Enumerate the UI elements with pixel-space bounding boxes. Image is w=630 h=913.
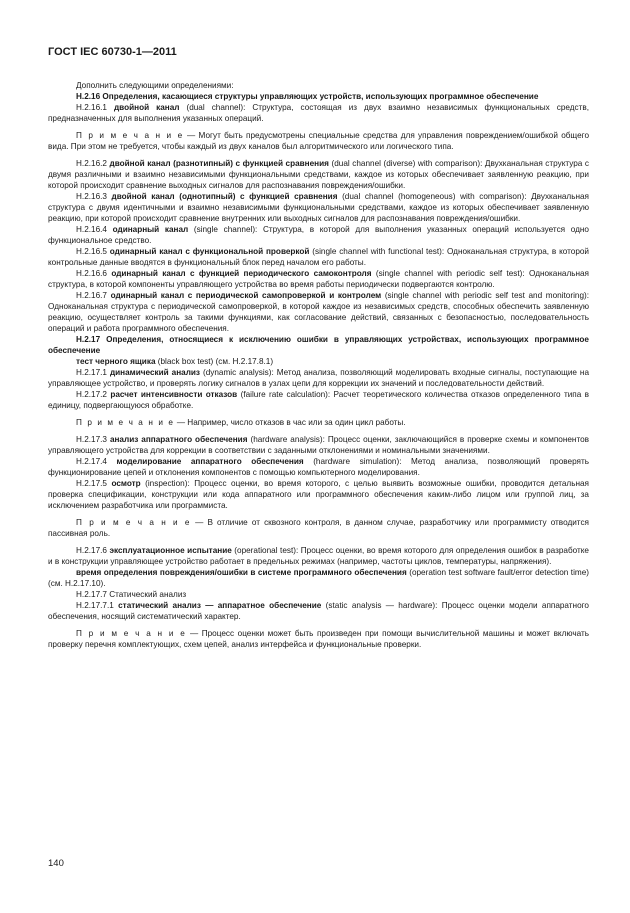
definition-h2-17-3: H.2.17.3 анализ аппаратного обеспечения (hardware analysis): Процесс оценки, заключающийся в проверке схемы и компонентов управляющего устройства для коррекции в соответствии с заданными отклонениями и номинальными значениями. [48, 435, 589, 455]
definition-h2-17-6: H.2.17.6 эксплуатационное испытание (operational test): Процесс оценки, во время которого для определения ошибок в разработке и в конструкции управляющее устройство работает в предельных режимах (например, частоты циклов, температуры, напряжения). [48, 546, 589, 566]
definition-black-box-test: тест черного ящика (black box test) (см. H.2.17.8.1) [76, 357, 274, 366]
page-number: 140 [48, 858, 64, 869]
subheading-h2-17-7: H.2.17.7 Статический анализ [76, 590, 187, 599]
definition-h2-16-2: H.2.16.2 двойной канал (разнотипный) с функцией сравнения (dual channel (diverse) with comparison): Двухканальная структура с двумя различными и взаимно независимыми функциональными средствами, каждое из которых обеспечивает заявленную реакцию, при которой происходит сравнение выходных сигналов для распознавания повреждения/ошибки. [48, 159, 589, 190]
definition-fault-detection-time: время определения повреждения/ошибки в системе программного обеспечения (operation test software fault/error detection time) (см. H.2.17.10). [48, 568, 589, 588]
definition-h2-16-4: H.2.16.4 одинарный канал (single channel): Структура, в которой для выполнения указанных операций используется одно функциональное средство. [48, 225, 589, 245]
definition-h2-17-2: H.2.17.2 расчет интенсивности отказов (failure rate calculation): Расчет теоретического количества отказов определенного типа в единицу, подвергающуюся обработке. [48, 390, 590, 410]
section-heading-h2-17: H.2.17 Определения, относящиеся к исключению ошибки в управляющих устройствах, использующих программное обеспечение [48, 335, 589, 355]
definition-h2-17-5: H.2.17.5 осмотр (inspection): Процесс оценки, во время которого, с целью выявить возможные ошибки, проводится детальная проверка спецификации, конструкции или кода аппаратного или программного обеспечения каким-либо лицом или группой лиц, за исключением разработчика или программиста. [48, 479, 589, 510]
paragraph-intro: Дополнить следующими определениями: [76, 81, 234, 90]
note: П р и м е ч а н и е — Могут быть предусмотрены специальные средства для управления повреждением/ошибкой общего вида. При этом не требуется, чтобы каждый из двух каналов был алгоритмического или логического типа. [48, 131, 589, 151]
definition-h2-16-7: H.2.16.7 одинарный канал с периодической самопроверкой и контролем (single channel with periodic self test and monitoring): Одноканальная структура с периодической самопроверкой, в которой каждое из независимых средств, способных обеспечить заявленную реакцию, осуществляет контроль за такими функциями, как согласование действий, связанных с безопасностью, последовательность операций и работа программного обеспечения. [48, 291, 590, 333]
document-header: ГОСТ IEC 60730-1—2011 [48, 46, 177, 58]
document-body [48, 80, 589, 656]
definition-h2-17-1: H.2.17.1 динамический анализ (dynamic analysis): Метод анализа, позволяющий моделировать входные сигналы, поступающие на управляющее устройство, и проверять логику сигналов в узлах цепи для коррекции их значений и последовательности действий. [48, 368, 590, 388]
section-heading-h2-16: H.2.16 Определения, касающиеся структуры управляющих устройств, использующих программное обеспечение [76, 92, 539, 101]
definition-h2-16-5: H.2.16.5 одинарный канал с функциональной проверкой (single channel with functional test): Одноканальная структура, в которой контрольные данные вводятся в функциональный блок перед началом его работы. [48, 247, 590, 267]
note: П р и м е ч а н и е — Например, число отказов в час или за один цикл работы. [76, 418, 406, 427]
note: П р и м е ч а н и е — В отличие от сквозного контроля, в данном случае, разработчику или программисту отводится пассивная роль. [48, 518, 589, 538]
definition-h2-17-4: H.2.17.4 моделирование аппаратного обеспечения (hardware simulation): Метод анализа, позволяющий проверять функционирование цепей и отклонения компонентов с помощью компьютерного моделирования. [48, 457, 589, 477]
note: П р и м е ч а н и е — Процесс оценки может быть произведен при помощи вычислительной машины и может включать проверку перечня комплектующих, схем цепей, анализ интерфейса и функциональные проверки. [48, 629, 589, 649]
definition-h2-16-6: H.2.16.6 одинарный канал с функцией периодического самоконтроля (single channel with periodic self test): Одноканальная структура, в которой компоненты управляющего устройства во время работы периодически подвергаются контролю. [48, 269, 589, 289]
definition-h2-16-3: H.2.16.3 двойной канал (однотипный) с функцией сравнения (dual channel (homogeneous) with comparison): Двухканальная структура с двумя идентичными и взаимно независимыми функциональными средствами, каждое из которых обеспечивает заявленную реакцию, при которой происходит сравнение внутренних или выходных сигналов для распознавания повреждения/ошибки. [48, 192, 589, 223]
definition-h2-16-1: H.2.16.1 двойной канал (dual channel): Структура, состоящая из двух взаимно независимых функциональных средств, предназначенных для выполнения указанных операций. [48, 103, 589, 123]
definition-h2-17-7-1: H.2.17.7.1 статический анализ — аппаратное обеспечение (static analysis — hardware): Процесс оценки модели аппаратного обеспечения, носящий систематический характер. [48, 601, 589, 621]
